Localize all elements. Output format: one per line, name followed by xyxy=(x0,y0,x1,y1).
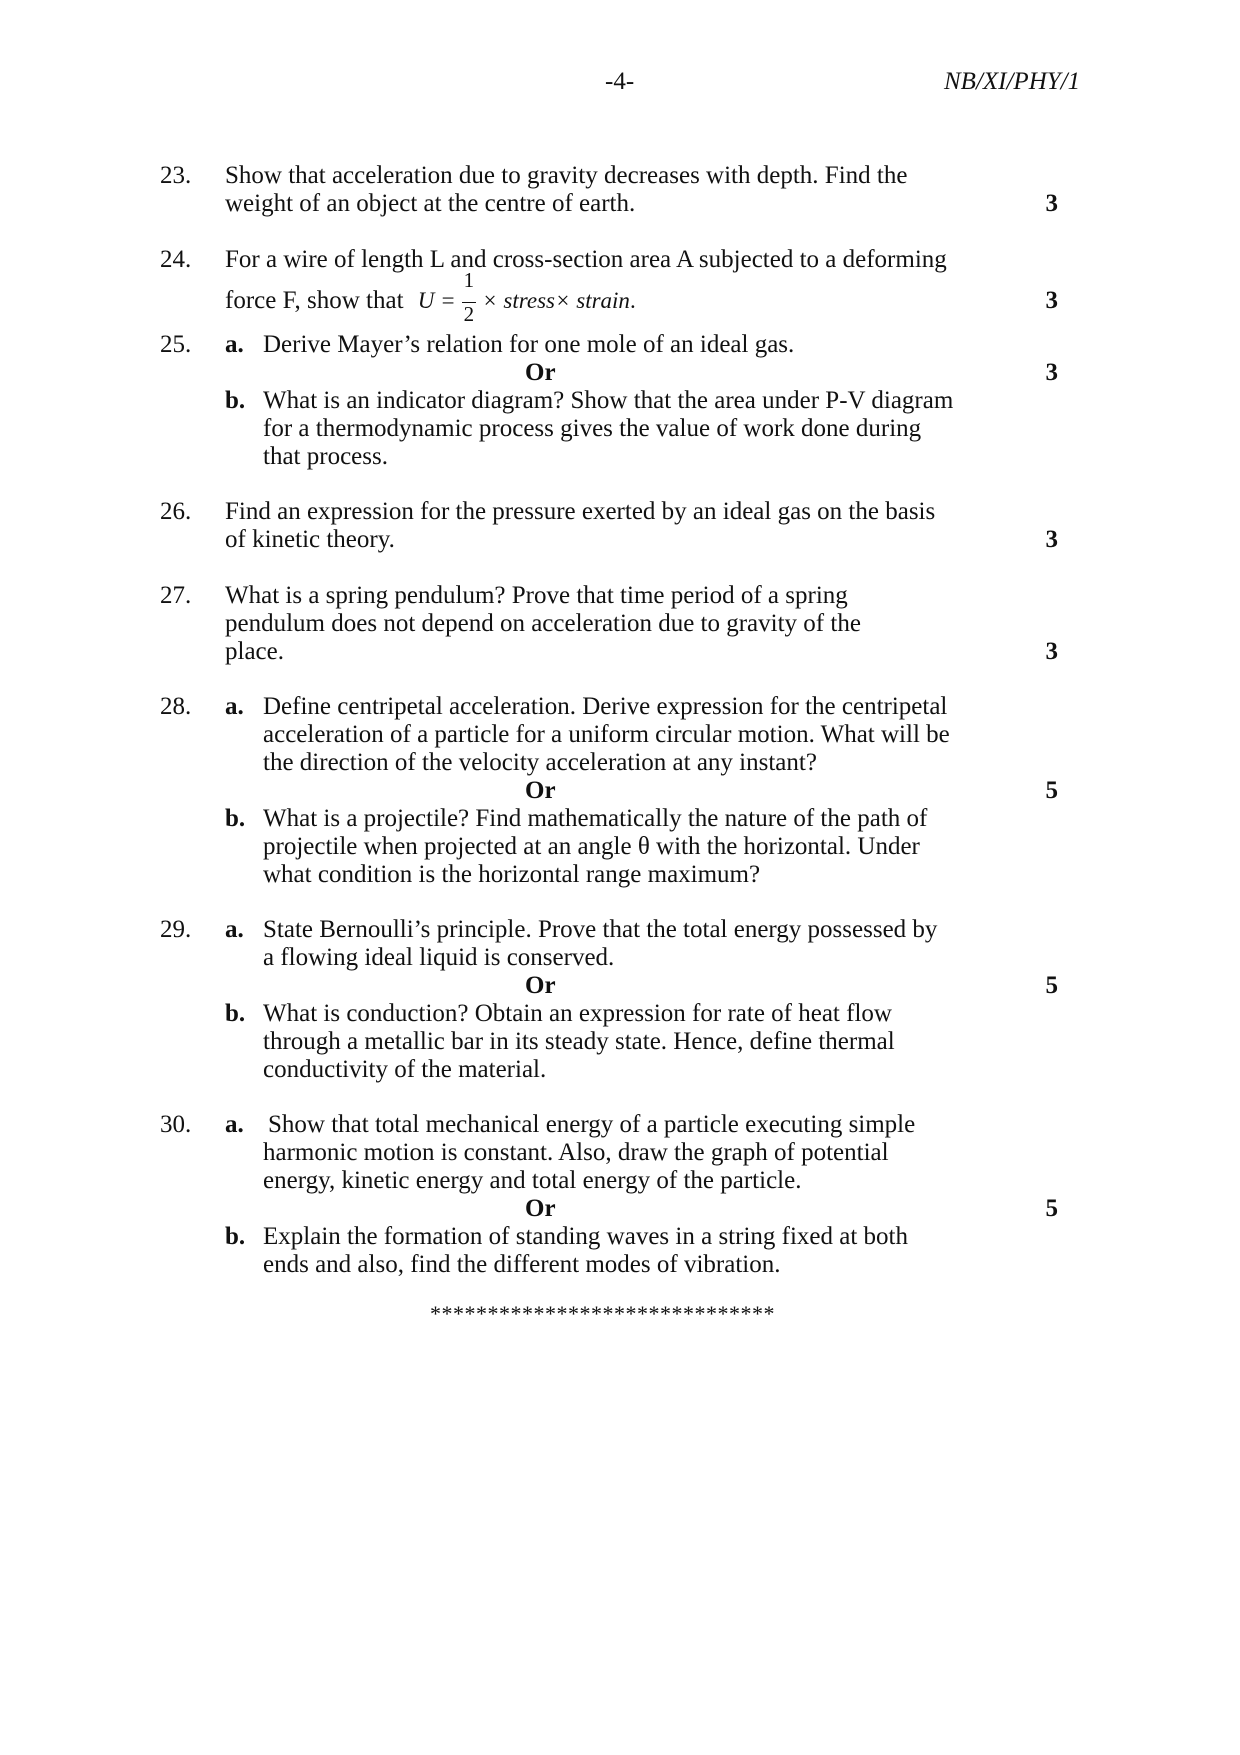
question-text-line xyxy=(225,268,636,326)
question-text-line: Show that acceleration due to gravity decreases with depth. Find the xyxy=(225,162,908,189)
question-text-line: for a thermodynamic process gives the value of work done during xyxy=(263,415,922,442)
option-b-label: b. xyxy=(225,1000,246,1027)
or-separator: Or xyxy=(525,359,556,386)
option-b-label: b. xyxy=(225,1223,246,1250)
question-text-line: the direction of the velocity acceleration at any instant? xyxy=(263,749,817,776)
option-a-label: a. xyxy=(225,331,244,358)
end-of-paper-stars: ****************************** xyxy=(430,1301,775,1326)
question-text-line: projectile when projected at an angle θ with the horizontal. Under xyxy=(263,833,920,860)
question-text-line: State Bernoulli’s principle. Prove that the total energy possessed by xyxy=(263,916,938,943)
marks: 3 xyxy=(1045,190,1058,217)
question-text-line: that process. xyxy=(263,443,388,470)
question-text-line: place. xyxy=(225,638,284,665)
question-number: 30. xyxy=(160,1111,192,1138)
question-number: 28. xyxy=(160,693,192,720)
marks: 3 xyxy=(1045,359,1058,386)
marks: 3 xyxy=(1045,526,1058,553)
question-text-line: conductivity of the material. xyxy=(263,1056,547,1083)
option-a-label: a. xyxy=(225,693,244,720)
question-number: 26. xyxy=(160,498,192,525)
equation-lhs: U = xyxy=(417,288,456,313)
question-text: force F, show that xyxy=(225,287,404,314)
question-number: 25. xyxy=(160,331,192,358)
question-number: 27. xyxy=(160,582,192,609)
question-text-line: What is an indicator diagram? Show that the area under P-V diagram xyxy=(263,387,954,414)
question-text-line: energy, kinetic energy and total energy of the particle. xyxy=(263,1167,802,1194)
marks: 5 xyxy=(1045,1195,1058,1222)
question-number: 23. xyxy=(160,162,192,189)
question-text-line: What is conduction? Obtain an expression for rate of heat flow xyxy=(263,1000,892,1027)
fraction-numerator: 1 xyxy=(463,268,475,292)
question-text-line: pendulum does not depend on acceleration due to gravity of the xyxy=(225,610,861,637)
question-text-line: through a metallic bar in its steady state. Hence, define thermal xyxy=(263,1028,895,1055)
question-text-line: of kinetic theory. xyxy=(225,526,395,553)
equation-fraction xyxy=(462,268,476,326)
marks: 5 xyxy=(1045,972,1058,999)
paper-code: NB/XI/PHY/1 xyxy=(944,68,1081,95)
question-text-line: weight of an object at the centre of earth. xyxy=(225,190,636,217)
option-b-label: b. xyxy=(225,805,246,832)
or-separator: Or xyxy=(525,972,556,999)
option-b-label: b. xyxy=(225,387,246,414)
question-text-line: ends and also, find the different modes of vibration. xyxy=(263,1251,781,1278)
question-text-line: Find an expression for the pressure exerted by an ideal gas on the basis xyxy=(225,498,936,525)
question-number: 24. xyxy=(160,246,192,273)
marks: 3 xyxy=(1045,638,1058,665)
question-text-line: a flowing ideal liquid is conserved. xyxy=(263,944,615,971)
page-number: -4- xyxy=(605,68,635,95)
question-number: 29. xyxy=(160,916,192,943)
question-text-line: Define centripetal acceleration. Derive expression for the centripetal xyxy=(263,693,948,720)
or-separator: Or xyxy=(525,1195,556,1222)
question-text-line: For a wire of length L and cross-section area A subjected to a deforming xyxy=(225,246,947,273)
question-text-line: harmonic motion is constant. Also, draw the graph of potential xyxy=(263,1139,889,1166)
marks: 3 xyxy=(1045,287,1058,314)
option-a-label: a. xyxy=(225,1111,244,1138)
question-text-line: acceleration of a particle for a uniform circular motion. What will be xyxy=(263,721,950,748)
marks: 5 xyxy=(1045,777,1058,804)
or-separator: Or xyxy=(525,777,556,804)
equation-rhs: × stress× strain xyxy=(482,288,630,313)
fraction-denominator: 2 xyxy=(463,302,475,326)
question-text-line: Explain the formation of standing waves in a string fixed at both xyxy=(263,1223,908,1250)
equation-period: . xyxy=(629,288,636,313)
question-text-line: Derive Mayer’s relation for one mole of an ideal gas. xyxy=(263,331,795,358)
question-text-line: Show that total mechanical energy of a particle executing simple xyxy=(268,1111,916,1138)
option-a-label: a. xyxy=(225,916,244,943)
question-text-line: What is a spring pendulum? Prove that time period of a spring xyxy=(225,582,848,609)
question-text-line: What is a projectile? Find mathematically the nature of the path of xyxy=(263,805,928,832)
question-text-line: what condition is the horizontal range maximum? xyxy=(263,861,761,888)
